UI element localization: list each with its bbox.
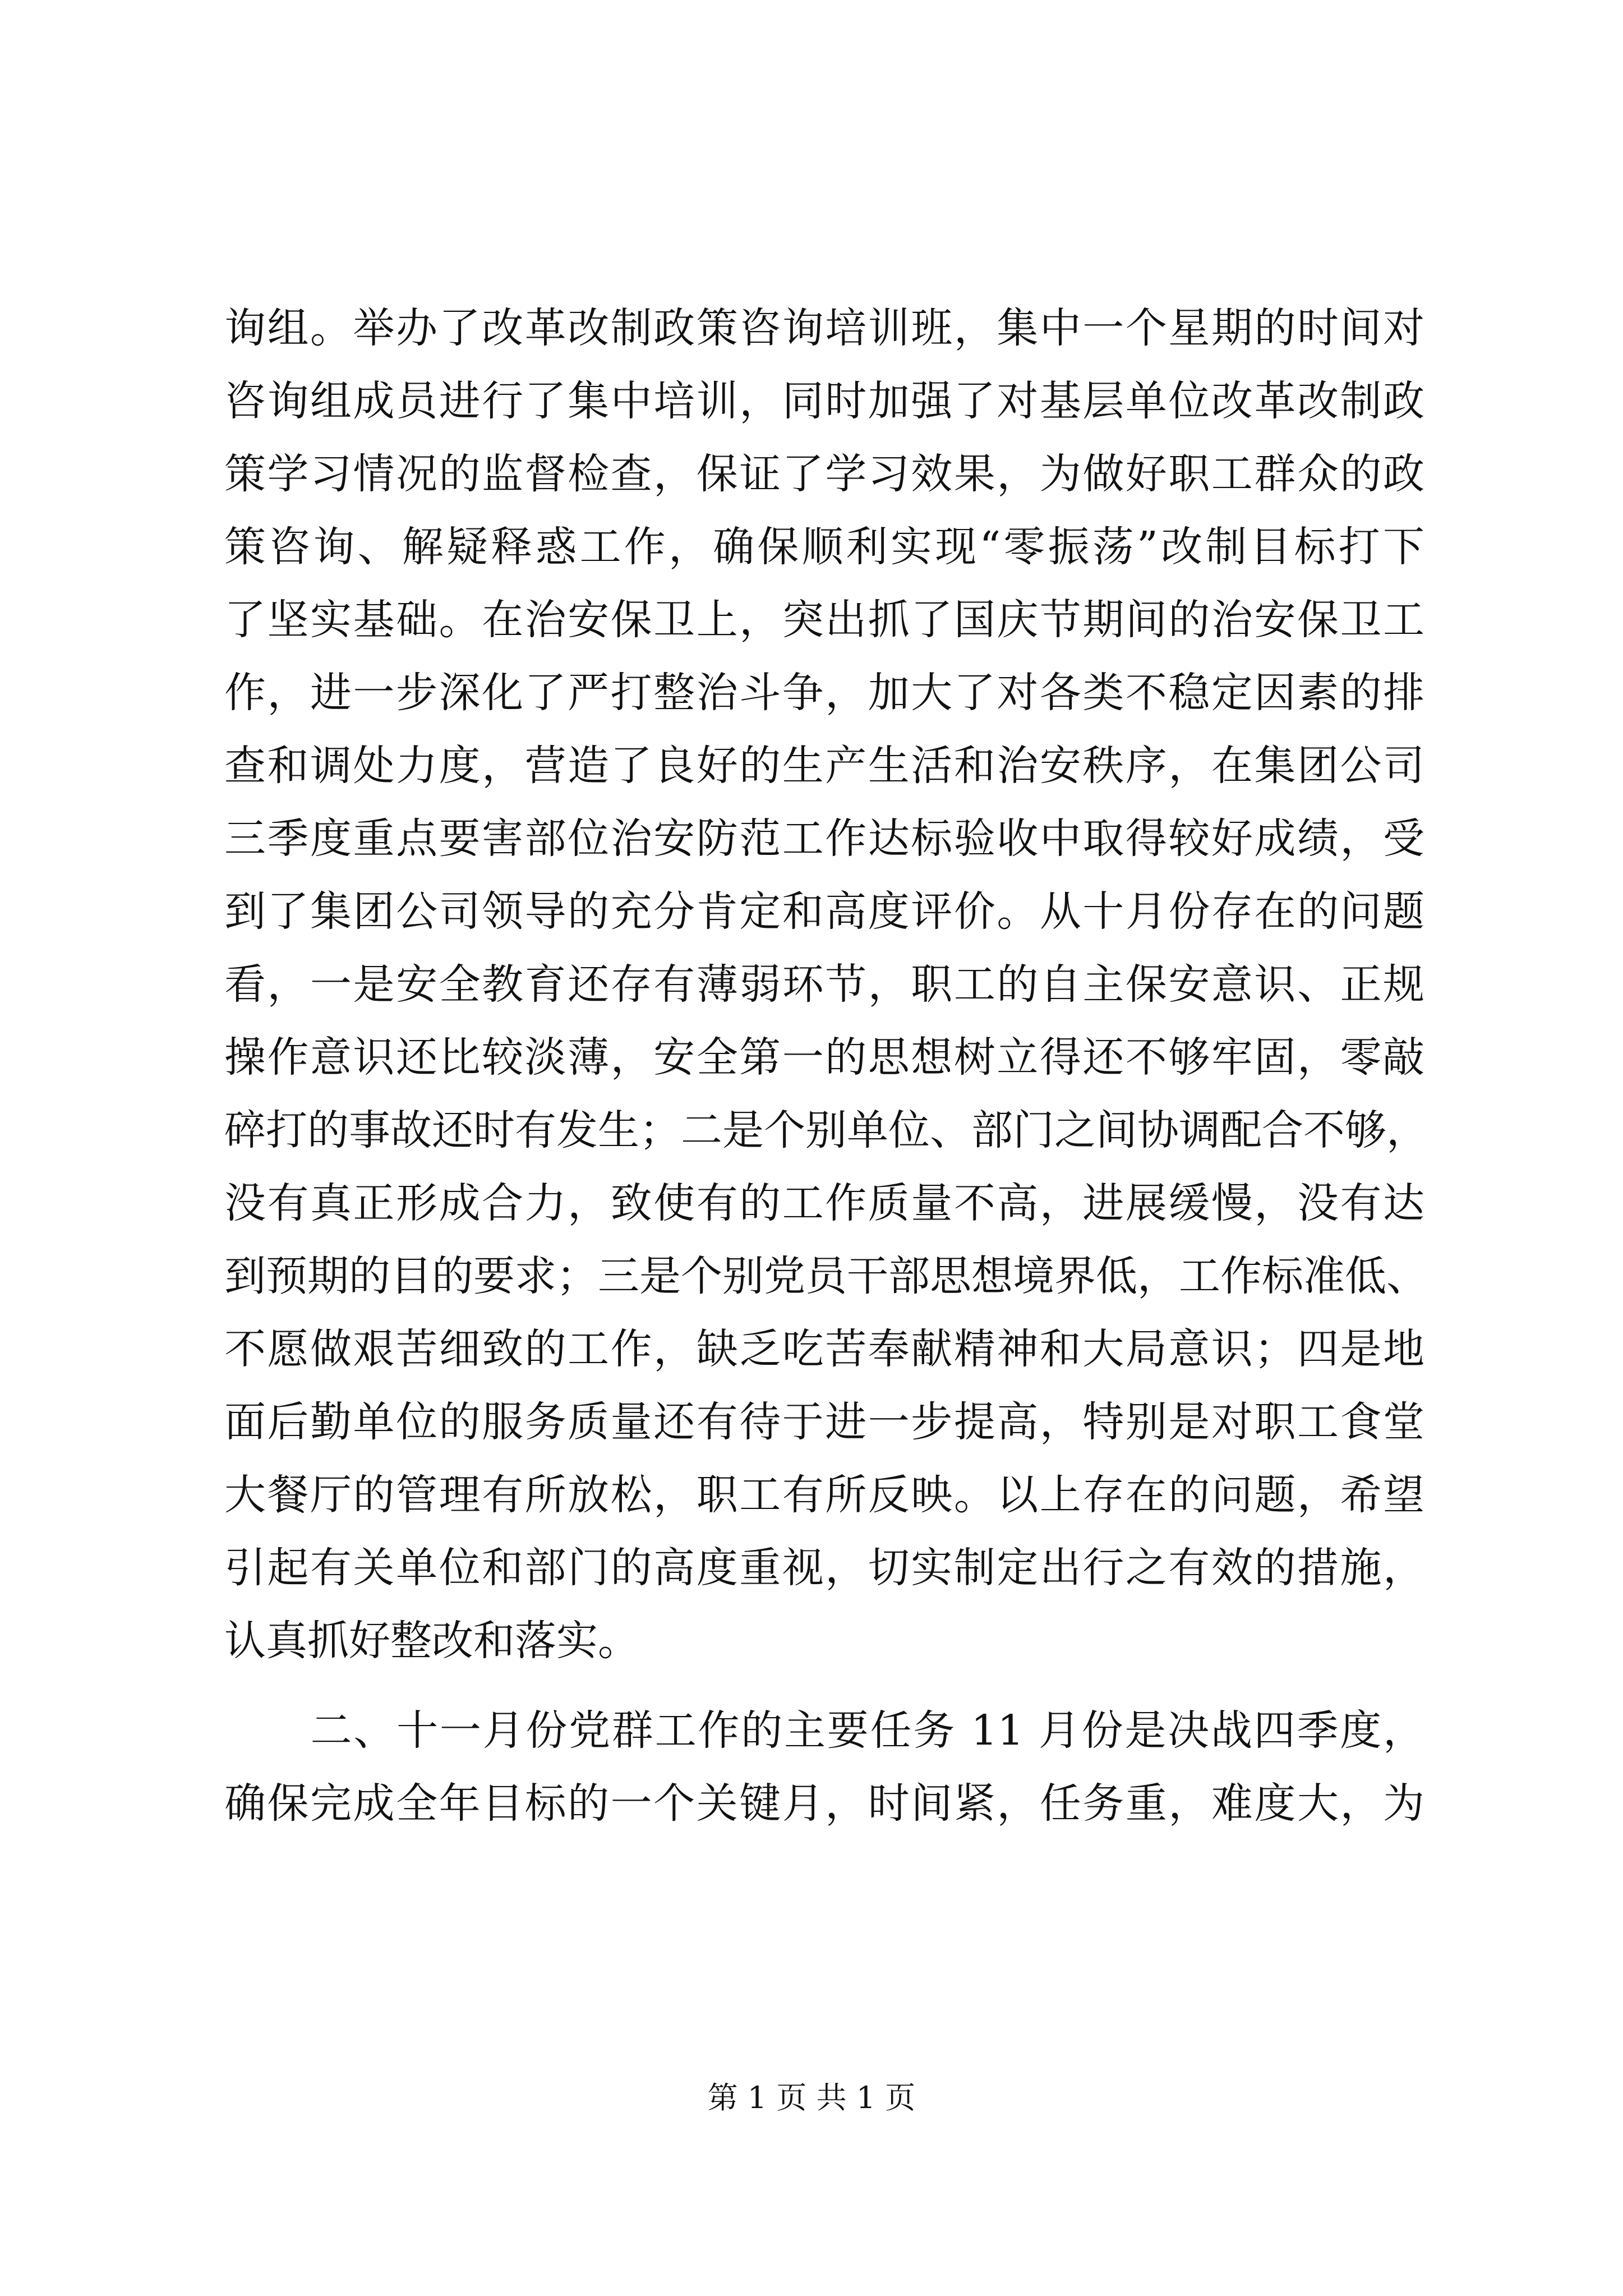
text-line: 了坚实基础。在治安保卫上，突出抓了国庆节期间的治安保卫工 [224, 596, 1424, 644]
text-line: 认真抓好整改和落实。 [224, 1617, 639, 1665]
paragraph-2 [224, 1694, 1424, 1840]
text-line: 不愿做艰苦细致的工作，缺乏吃苦奉献精神和大局意识；四是地 [224, 1325, 1424, 1373]
text-line: 碎打的事故还时有发生；二是个别单位、部门之间协调配合不够， [224, 1106, 1428, 1154]
text-line: 策咨询、解疑释惑工作，确保顺利实现“零振荡”改制目标打下 [224, 523, 1424, 571]
text-line: 看，一是安全教育还存有薄弱环节，职工的自主保安意识、正规 [224, 960, 1424, 1009]
document-body [224, 292, 1428, 1840]
text-line: 策学习情况的监督检查，保证了学习效果，为做好职工群众的政 [224, 450, 1424, 498]
text-line: 操作意识还比较淡薄，安全第一的思想树立得还不够牢固，零敲 [224, 1033, 1424, 1082]
paragraph-1 [224, 292, 1428, 1677]
text-line: 引起有关单位和部门的高度重视，切实制定出行之有效的措施， [224, 1544, 1424, 1592]
text-line: 二、十一月份党群工作的主要任务 11 月份是决战四季度， [224, 1706, 1424, 1755]
text-line: 到预期的目的要求；三是个别党员干部思想境界低，工作标准低、 [224, 1252, 1428, 1300]
text-line: 咨询组成员进行了集中培训，同时加强了对基层单位改革改制政 [224, 377, 1424, 425]
text-line: 确保完成全年目标的一个关键月，时间紧，任务重，难度大，为 [224, 1779, 1424, 1828]
text-line: 作，进一步深化了严打整治斗争，加大了对各类不稳定因素的排 [224, 669, 1424, 717]
page-number-footer: 第 1 页 共 1 页 [707, 2080, 916, 2115]
text-line: 到了集团公司领导的充分肯定和高度评价。从十月份存在的问题 [224, 887, 1424, 936]
text-line: 查和调处力度，营造了良好的生产生活和治安秩序，在集团公司 [224, 742, 1424, 790]
text-line: 大餐厅的管理有所放松，职工有所反映。以上存在的问题，希望 [224, 1471, 1424, 1519]
text-line: 三季度重点要害部位治安防范工作达标验收中取得较好成绩，受 [224, 815, 1424, 863]
paragraph-spacer [224, 1677, 1424, 1694]
text-line: 询组。举办了改革改制政策咨询培训班，集中一个星期的时间对 [224, 304, 1424, 352]
text-line: 没有真正形成合力，致使有的工作质量不高，进展缓慢，没有达 [224, 1179, 1424, 1227]
text-line: 面后勤单位的服务质量还有待于进一步提高，特别是对职工食堂 [224, 1398, 1424, 1446]
